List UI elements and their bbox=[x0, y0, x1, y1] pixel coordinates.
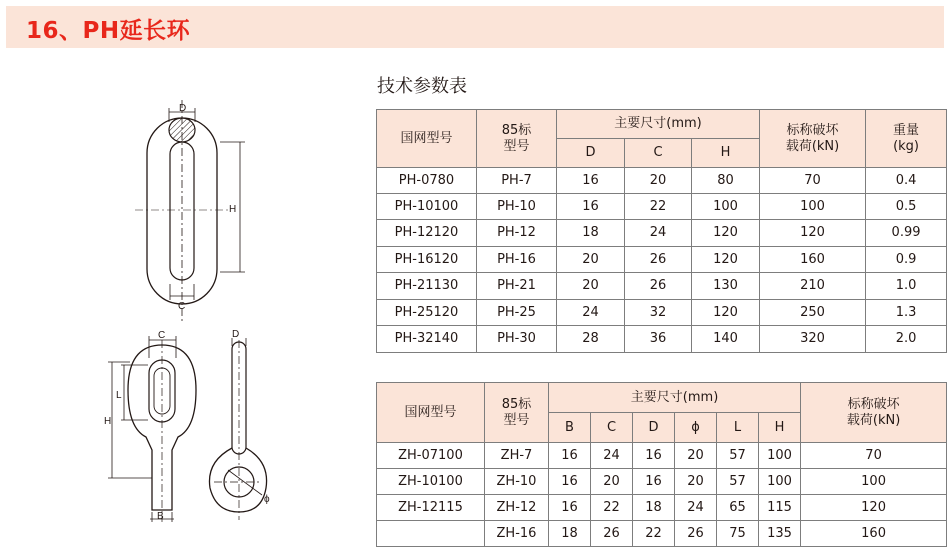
cell-c: 32 bbox=[625, 300, 692, 326]
cell-d: 18 bbox=[557, 220, 625, 247]
cell-model-gw: PH-25120 bbox=[377, 300, 477, 326]
cell-b: 18 bbox=[549, 521, 591, 547]
cell-d: 16 bbox=[633, 443, 675, 469]
cell-c: 24 bbox=[625, 220, 692, 247]
subheader-d: D bbox=[557, 139, 625, 168]
table-row bbox=[377, 469, 947, 495]
cell-model-85: PH-21 bbox=[477, 273, 557, 300]
cell-model-85: PH-10 bbox=[477, 194, 557, 220]
cell-model-85: ZH-10 bbox=[485, 469, 549, 495]
label-ring-h: H bbox=[229, 204, 237, 215]
table-row bbox=[377, 168, 947, 194]
cell-c: 36 bbox=[625, 326, 692, 353]
cell-model-gw: PH-12120 bbox=[377, 220, 477, 247]
table-row bbox=[377, 194, 947, 220]
cell-c: 22 bbox=[591, 495, 633, 521]
subheader-phi: ϕ bbox=[675, 413, 717, 443]
label-zh-h: H bbox=[104, 416, 112, 427]
subheader-d: D bbox=[633, 413, 675, 443]
cell-model-gw: PH-32140 bbox=[377, 326, 477, 353]
cell-weight: 0.9 bbox=[866, 247, 947, 273]
label-ring-d: D bbox=[179, 103, 187, 114]
header-rated-load: 标称破坏 载荷(kN) bbox=[801, 383, 947, 443]
header-rated-load: 标称破坏 载荷(kN) bbox=[760, 110, 866, 168]
cell-model-85: ZH-16 bbox=[485, 521, 549, 547]
cell-load: 100 bbox=[760, 194, 866, 220]
cell-load: 160 bbox=[760, 247, 866, 273]
cell-model-gw: PH-0780 bbox=[377, 168, 477, 194]
cell-model-85: PH-16 bbox=[477, 247, 557, 273]
cell-load: 100 bbox=[801, 469, 947, 495]
cell-d: 24 bbox=[557, 300, 625, 326]
cell-d: 22 bbox=[633, 521, 675, 547]
cell-weight: 1.3 bbox=[866, 300, 947, 326]
subheader-b: B bbox=[549, 413, 591, 443]
cell-h: 120 bbox=[692, 300, 760, 326]
label-ring-c: C bbox=[178, 301, 186, 312]
cell-model-gw: ZH-07100 bbox=[377, 443, 485, 469]
cell-b: 16 bbox=[549, 469, 591, 495]
subheader-h: H bbox=[692, 139, 760, 168]
cell-phi: 20 bbox=[675, 443, 717, 469]
cell-h: 115 bbox=[759, 495, 801, 521]
cell-model-gw bbox=[377, 521, 485, 547]
cell-phi: 24 bbox=[675, 495, 717, 521]
subheader-c: C bbox=[625, 139, 692, 168]
cell-h: 100 bbox=[759, 469, 801, 495]
zh-spec-table bbox=[376, 382, 947, 547]
cell-b: 16 bbox=[549, 443, 591, 469]
cell-h: 135 bbox=[759, 521, 801, 547]
cell-c: 24 bbox=[591, 443, 633, 469]
cell-load: 210 bbox=[760, 273, 866, 300]
cell-load: 160 bbox=[801, 521, 947, 547]
cell-phi: 26 bbox=[675, 521, 717, 547]
subheader-h: H bbox=[759, 413, 801, 443]
cell-load: 70 bbox=[801, 443, 947, 469]
cell-l: 57 bbox=[717, 443, 759, 469]
cell-d: 16 bbox=[633, 469, 675, 495]
cell-h: 140 bbox=[692, 326, 760, 353]
header-weight: 重量 (kg) bbox=[866, 110, 947, 168]
cell-h: 120 bbox=[692, 247, 760, 273]
header-main-dims: 主要尺寸(mm) bbox=[549, 383, 801, 413]
cell-c: 26 bbox=[625, 247, 692, 273]
cell-model-gw: ZH-10100 bbox=[377, 469, 485, 495]
zh-labels bbox=[104, 329, 270, 522]
cell-weight: 0.5 bbox=[866, 194, 947, 220]
cell-model-gw: ZH-12115 bbox=[377, 495, 485, 521]
table-row bbox=[377, 220, 947, 247]
cell-h: 80 bbox=[692, 168, 760, 194]
cell-h: 100 bbox=[759, 443, 801, 469]
cell-d: 16 bbox=[557, 194, 625, 220]
cell-model-gw: PH-16120 bbox=[377, 247, 477, 273]
cell-d: 18 bbox=[633, 495, 675, 521]
cell-model-85: PH-12 bbox=[477, 220, 557, 247]
table-row bbox=[377, 521, 947, 547]
header-model-gw: 国网型号 bbox=[377, 110, 477, 168]
cell-h: 130 bbox=[692, 273, 760, 300]
cell-d: 20 bbox=[557, 247, 625, 273]
table-row bbox=[377, 326, 947, 353]
cell-d: 28 bbox=[557, 326, 625, 353]
cell-load: 120 bbox=[760, 220, 866, 247]
cell-c: 20 bbox=[591, 469, 633, 495]
header-model-85: 85标 型号 bbox=[477, 110, 557, 168]
cell-load: 250 bbox=[760, 300, 866, 326]
cell-weight: 0.99 bbox=[866, 220, 947, 247]
label-zh-d: D bbox=[232, 329, 240, 340]
cell-c: 22 bbox=[625, 194, 692, 220]
table-row bbox=[377, 443, 947, 469]
subheader-l: L bbox=[717, 413, 759, 443]
cell-model-gw: PH-10100 bbox=[377, 194, 477, 220]
table-row bbox=[377, 495, 947, 521]
cell-weight: 1.0 bbox=[866, 273, 947, 300]
cell-model-85: PH-30 bbox=[477, 326, 557, 353]
cell-weight: 2.0 bbox=[866, 326, 947, 353]
ph-spec-table bbox=[376, 109, 947, 353]
cell-c: 20 bbox=[625, 168, 692, 194]
cell-d: 16 bbox=[557, 168, 625, 194]
label-zh-c: C bbox=[158, 330, 166, 341]
cell-h: 120 bbox=[692, 220, 760, 247]
cell-c: 26 bbox=[591, 521, 633, 547]
cell-load: 120 bbox=[801, 495, 947, 521]
technical-drawings bbox=[0, 0, 370, 551]
table-row bbox=[377, 273, 947, 300]
cell-model-85: PH-25 bbox=[477, 300, 557, 326]
label-zh-phi: ϕ bbox=[264, 494, 270, 505]
cell-model-gw: PH-21130 bbox=[377, 273, 477, 300]
cell-l: 75 bbox=[717, 521, 759, 547]
cell-model-85: PH-7 bbox=[477, 168, 557, 194]
header-model-gw: 国网型号 bbox=[377, 383, 485, 443]
cell-h: 100 bbox=[692, 194, 760, 220]
cell-load: 70 bbox=[760, 168, 866, 194]
zh-eye-link-drawing bbox=[108, 336, 267, 522]
header-model-85: 85标 型号 bbox=[485, 383, 549, 443]
cell-model-85: ZH-12 bbox=[485, 495, 549, 521]
table-row bbox=[377, 247, 947, 273]
cell-phi: 20 bbox=[675, 469, 717, 495]
cell-d: 20 bbox=[557, 273, 625, 300]
cell-weight: 0.4 bbox=[866, 168, 947, 194]
cell-l: 65 bbox=[717, 495, 759, 521]
header-main-dims: 主要尺寸(mm) bbox=[557, 110, 760, 139]
label-zh-l: L bbox=[116, 390, 122, 401]
section-title: 技术参数表 bbox=[377, 76, 467, 97]
cell-l: 57 bbox=[717, 469, 759, 495]
cell-c: 26 bbox=[625, 273, 692, 300]
label-zh-b: B bbox=[157, 511, 164, 522]
table-row bbox=[377, 300, 947, 326]
subheader-c: C bbox=[591, 413, 633, 443]
cell-model-85: ZH-7 bbox=[485, 443, 549, 469]
page-title: 16、PH延长环 bbox=[26, 18, 191, 44]
cell-load: 320 bbox=[760, 326, 866, 353]
cell-b: 16 bbox=[549, 495, 591, 521]
